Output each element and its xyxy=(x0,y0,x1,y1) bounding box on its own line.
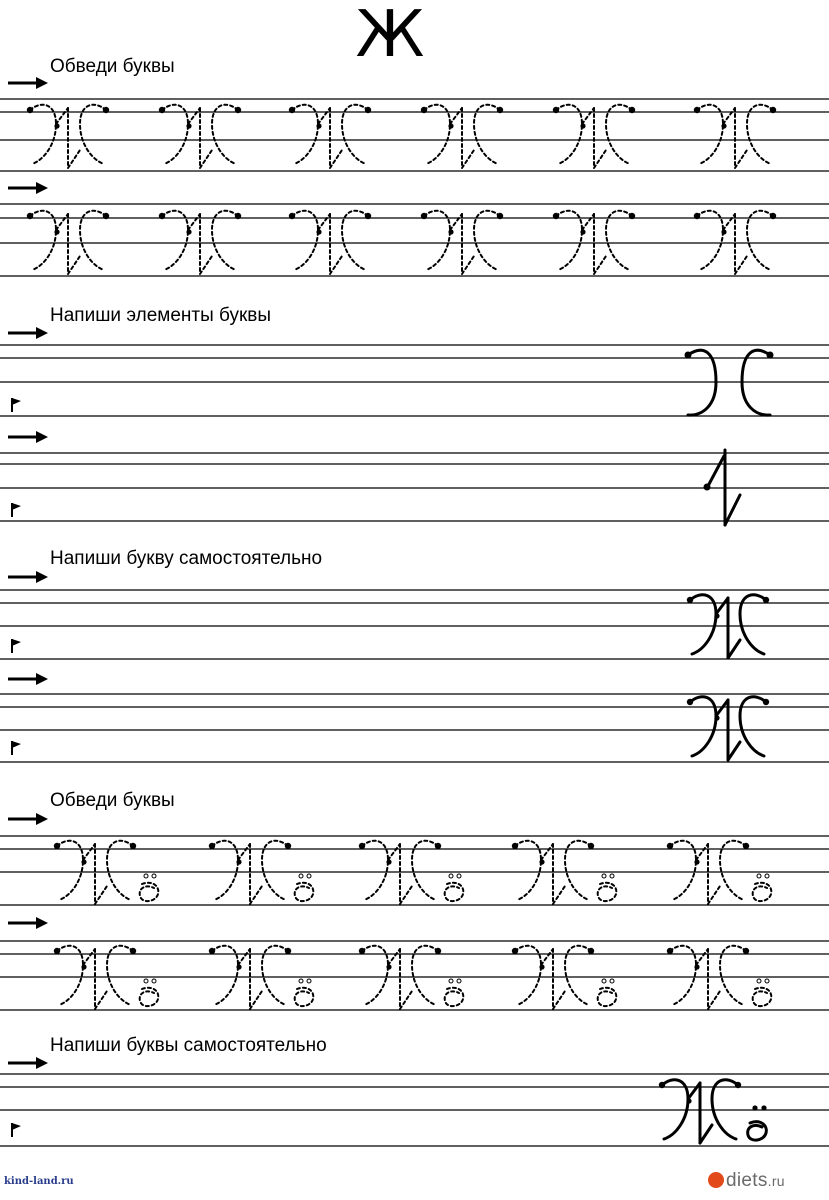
row-arrow-icon xyxy=(8,571,48,583)
flag-icon xyxy=(12,1123,21,1137)
row-arrow-icon xyxy=(8,813,48,825)
section-write-1 xyxy=(0,571,829,762)
letter-element-arcs xyxy=(685,350,774,415)
ruling-lines xyxy=(0,590,829,762)
section-write-2 xyxy=(0,1057,829,1146)
section-heading-elements: Напиши элементы буквы xyxy=(50,305,272,326)
row-arrow-icon xyxy=(8,673,48,685)
flag-icon xyxy=(12,639,21,653)
flag-icon xyxy=(12,398,21,412)
trace-letter-zh xyxy=(694,211,776,274)
section-trace-1 xyxy=(0,77,829,276)
page-title: Ж xyxy=(355,0,425,72)
row-arrow-icon xyxy=(8,1057,48,1069)
section-elements xyxy=(0,327,829,525)
watermark-left: kind-land.ru xyxy=(4,1176,74,1187)
row-arrow-icon xyxy=(8,917,48,929)
watermark-right xyxy=(708,1170,785,1192)
watermark-right-tld: .ru xyxy=(767,1173,785,1189)
watermark-right-main: diets xyxy=(726,1170,768,1191)
sample-letters-zh-yo xyxy=(659,1080,767,1143)
section-trace-2 xyxy=(0,813,829,1010)
ruling-lines xyxy=(0,836,829,1010)
section-heading-write-1: Напиши букву самостоятельно xyxy=(50,548,323,569)
row-arrow-icon xyxy=(8,327,48,339)
trace-letter-zh xyxy=(27,211,109,274)
row-arrow-icon xyxy=(8,77,48,89)
sample-letter-zh xyxy=(687,697,769,760)
trace-letter-row xyxy=(27,211,776,274)
trace-letter-zh xyxy=(289,211,371,274)
flag-icon xyxy=(12,503,21,517)
row-arrow-icon xyxy=(8,182,48,194)
trace-letter-row xyxy=(27,105,776,168)
apple-logo-icon xyxy=(708,1172,724,1188)
trace-letter-zh xyxy=(421,105,503,168)
flag-icon xyxy=(12,741,21,755)
trace-letter-zh xyxy=(553,211,635,274)
ruling-lines xyxy=(0,345,829,521)
trace-letter-zh xyxy=(27,105,109,168)
ruling-lines xyxy=(0,99,829,276)
section-heading-trace-1: Обведи буквы xyxy=(50,56,175,77)
trace-letter-zh xyxy=(421,211,503,274)
trace-letter-zh xyxy=(553,105,635,168)
trace-letter-zh xyxy=(159,105,241,168)
row-arrow-icon xyxy=(8,431,48,443)
trace-letter-zh xyxy=(159,211,241,274)
section-heading-write-2: Напиши буквы самостоятельно xyxy=(50,1035,327,1056)
trace-letter-zh xyxy=(289,105,371,168)
section-heading-trace-2: Обведи буквы xyxy=(50,790,175,811)
trace-letter-zh xyxy=(694,105,776,168)
